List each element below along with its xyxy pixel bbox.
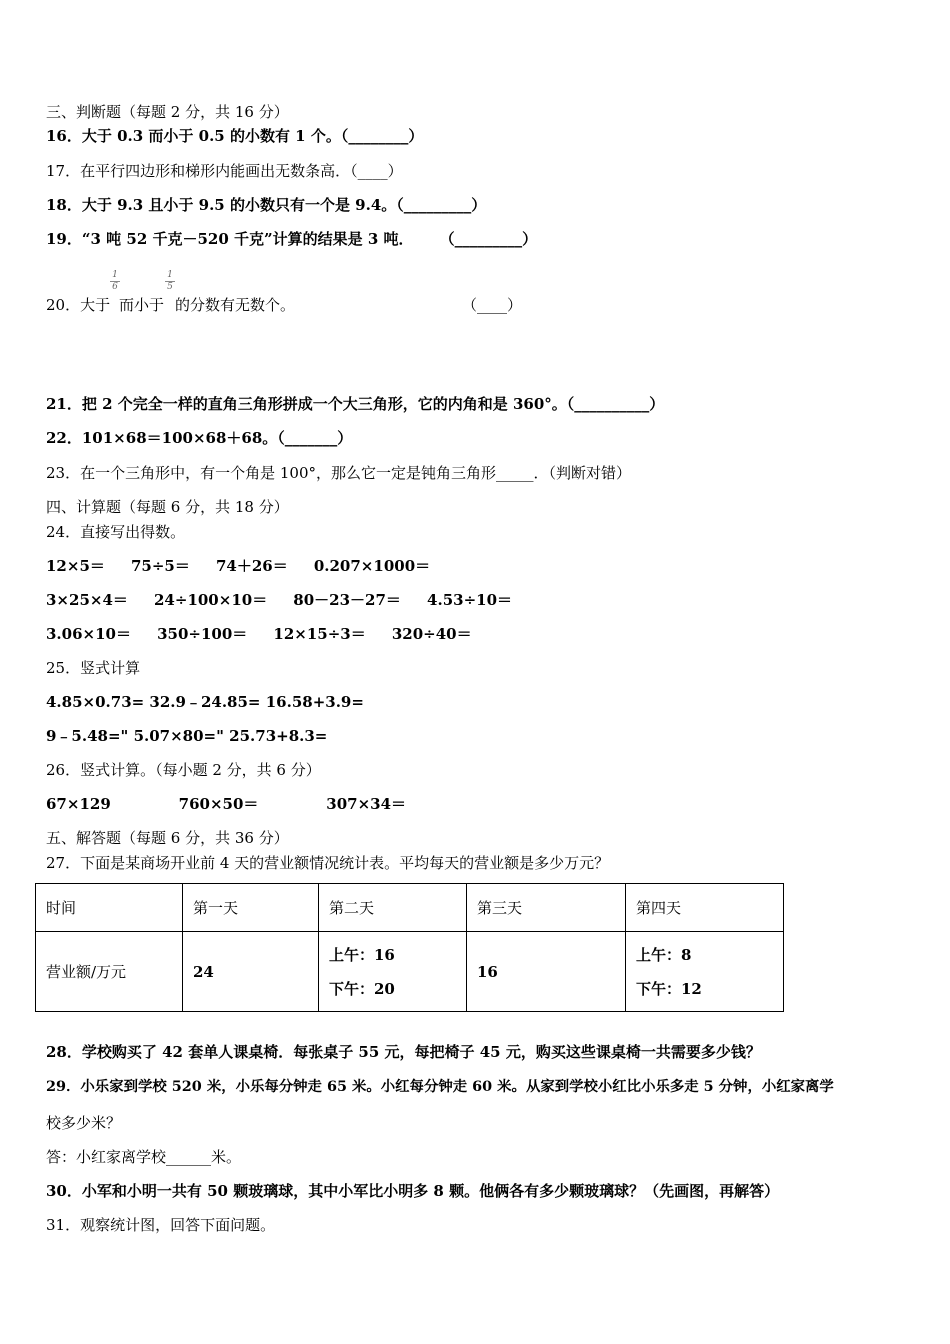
sales-table bbox=[35, 883, 784, 1012]
question-19: 19．“3 吨 52 千克－520 千克”计算的结果是 3 吨． （_________） bbox=[46, 230, 538, 248]
mental-math-row-1: 12×5＝ 75÷5＝ 74＋26＝ 0.207×1000＝ bbox=[46, 557, 431, 575]
fraction-numerator: 1 bbox=[112, 270, 118, 280]
question-21: 21．把 2 个完全一样的直角三角形拼成一个大三角形，它的内角和是 360°。（__________） bbox=[46, 395, 665, 413]
section4-heading: 四、计算题（每题 6 分，共 18 分） bbox=[46, 498, 289, 516]
row-label: 营业额/万元 bbox=[36, 932, 183, 1012]
question-20-part3: 的分数有无数个。 bbox=[175, 296, 296, 314]
day4-values bbox=[626, 932, 784, 1012]
question-29-line2: 校多少米？ bbox=[46, 1114, 122, 1132]
question-29-answer: 答：小红家离学校______米。 bbox=[46, 1148, 242, 1166]
fraction-one-fifth bbox=[165, 271, 175, 292]
question-27: 27．下面是某商场开业前 4 天的营业额情况统计表。平均每天的营业额是多少万元？ bbox=[46, 854, 610, 872]
mental-math-row-2: 3×25×4＝ 24÷100×10＝ 80－23－27＝ 4.53÷10＝ bbox=[46, 591, 513, 609]
day2-pm: 下午：20 bbox=[329, 979, 395, 998]
day2-values bbox=[319, 932, 467, 1012]
header-day4: 第四天 bbox=[626, 884, 784, 932]
question-30: 30．小军和小明一共有 50 颗玻璃球，其中小军比小明多 8 颗。他俩各有多少颗玻璃球？（先画图，再解答） bbox=[46, 1182, 780, 1200]
question-25: 25．竖式计算 bbox=[46, 659, 141, 677]
vertical-calc-row-2: 9﹣5.48=" 5.07×80=" 25.73+8.3= bbox=[46, 727, 328, 745]
fraction-numerator: 1 bbox=[167, 270, 173, 280]
day4-pm: 下午：12 bbox=[636, 979, 702, 998]
question-24: 24．直接写出得数。 bbox=[46, 523, 186, 541]
header-day2: 第二天 bbox=[319, 884, 467, 932]
section5-heading: 五、解答题（每题 6 分，共 36 分） bbox=[46, 829, 289, 847]
day2-am: 上午：16 bbox=[329, 945, 395, 964]
table-row bbox=[36, 932, 784, 1012]
question-26: 26．竖式计算。（每小题 2 分，共 6 分） bbox=[46, 761, 321, 779]
section3-heading: 三、判断题（每题 2 分，共 16 分） bbox=[46, 103, 289, 121]
vertical-calc-row-1: 4.85×0.73= 32.9﹣24.85= 16.58+3.9= bbox=[46, 693, 364, 711]
question-23: 23．在一个三角形中，有一个角是 100°，那么它一定是钝角三角形_____．（判断对错） bbox=[46, 464, 631, 482]
table-header-row bbox=[36, 884, 784, 932]
question-17: 17．在平行四边形和梯形内能画出无数条高．（____） bbox=[46, 162, 403, 180]
header-day1: 第一天 bbox=[183, 884, 319, 932]
question-18: 18．大于 9.3 且小于 9.5 的小数只有一个是 9.4。（_________） bbox=[46, 196, 487, 214]
question-16: 16．大于 0.3 而小于 0.5 的小数有 1 个。（________） bbox=[46, 127, 424, 145]
question-29-line1: 29．小乐家到学校 520 米，小乐每分钟走 65 米。小红每分钟走 60 米。从家到学校小红比小乐多走 5 分钟，小红家离学 bbox=[46, 1078, 834, 1095]
header-time: 时间 bbox=[36, 884, 183, 932]
mental-math-row-3: 3.06×10＝ 350÷100＝ 12×15÷3＝ 320÷40＝ bbox=[46, 625, 472, 643]
question-26-problems: 67×129 760×50＝ 307×34＝ bbox=[46, 795, 407, 813]
fraction-denominator: 5 bbox=[167, 282, 173, 292]
question-22: 22．101×68＝100×68＋68。（_______） bbox=[46, 429, 353, 447]
day1-value: 24 bbox=[183, 932, 319, 1012]
fraction-one-sixth bbox=[110, 271, 120, 292]
question-20-blank: （____） bbox=[462, 296, 523, 314]
header-day3: 第三天 bbox=[467, 884, 626, 932]
question-20-part2: 而小于 bbox=[119, 296, 165, 314]
question-20-part1: 20．大于 bbox=[46, 296, 111, 314]
day3-value: 16 bbox=[467, 932, 626, 1012]
fraction-denominator: 6 bbox=[112, 282, 118, 292]
day4-am: 上午：8 bbox=[636, 945, 692, 964]
question-31: 31．观察统计图，回答下面问题。 bbox=[46, 1216, 276, 1234]
question-28: 28．学校购买了 42 套单人课桌椅．每张桌子 55 元，每把椅子 45 元，购买这些课桌椅一共需要多少钱？ bbox=[46, 1043, 761, 1061]
